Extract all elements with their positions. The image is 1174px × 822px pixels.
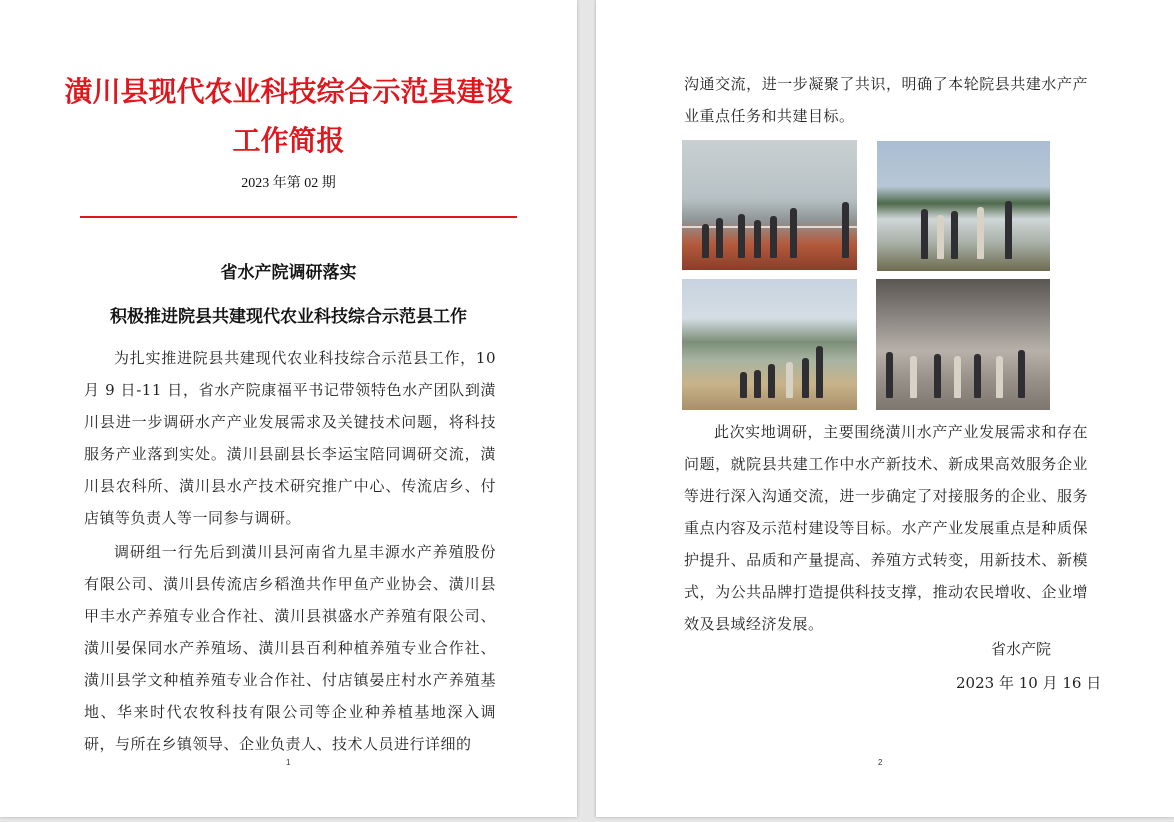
- photo-visit-walkway: [682, 140, 857, 270]
- photo-person: [977, 207, 984, 259]
- report-title-line-2: 工作简报: [232, 124, 345, 157]
- photo-person: [754, 220, 761, 258]
- photo-person: [934, 354, 941, 398]
- photo-person: [770, 216, 777, 258]
- page-1: [0, 0, 577, 817]
- signature-date: 2023 年 10 月 16 日: [956, 674, 1102, 692]
- photo-person: [802, 358, 809, 398]
- photo-visit-pond: [877, 141, 1050, 271]
- photo-person: [974, 354, 981, 398]
- photo-person: [740, 372, 747, 398]
- photo-person: [951, 211, 958, 259]
- photo-person: [754, 370, 761, 398]
- photo-person: [786, 362, 793, 398]
- paragraph-3: 沟通交流，进一步凝聚了共识，明确了本轮院县共建水产产业重点任务和共建目标。: [684, 75, 1088, 125]
- photo-visit-warehouse: [876, 279, 1050, 410]
- signature-organization: 省水产院: [991, 640, 1052, 658]
- paragraph-1: 为扎实推进院县共建现代农业科技综合示范县工作，10月 9 日-11 日，省水产院康福平书记带领特色水产团队到潢川县进一步调研水产产业发展需求及关键技术问题，将科技服务产业落到实处。潢川县副县长李运宝陪同调研交流，潢川县农科所、潢川县水产技术研究推广中心、传流店乡、付店镇等负责人等一同参与调研。: [84, 349, 496, 527]
- red-divider: [80, 216, 517, 218]
- photo-person: [790, 208, 797, 258]
- paragraph-2: 调研组一行先后到潢川县河南省九星丰源水产养殖股份有限公司、潢川县传流店乡稻渔共作甲鱼产业协会、潢川县甲丰水产养殖专业合作社、潢川县祺盛水产养殖有限公司、潢川晏保同水产养殖场、潢川县百利种植养殖专业合作社、潢川县学文种植养殖专业合作社、付店镇晏庄村水产养殖基地、华来时代农牧科技有限公司等企业种养植基地深入调研，与所在乡镇领导、企业负责人、技术人员进行详细的: [84, 543, 496, 753]
- photo-person: [768, 364, 775, 398]
- report-title-line-1: 潢川县现代农业科技综合示范县建设: [64, 75, 513, 108]
- paragraph-4: 此次实地调研，主要围绕潢川水产产业发展需求和存在问题，就院县共建工作中水产新技术、新成果高效服务企业等进行深入沟通交流，进一步确定了对接服务的企业、服务重点内容及示范村建设等目标。水产产业发展重点是种质保护提升、品质和产量提高、养殖方式转变，用新技术、新模式，为公共品牌打造提供科技支撑，推动农民增收、企业增效及县域经济发展。: [684, 423, 1088, 633]
- photo-person: [1005, 201, 1012, 259]
- article-heading-2: 积极推进院县共建现代农业科技综合示范县工作: [110, 307, 467, 327]
- page-number-1: 1: [286, 758, 291, 767]
- issue-number: 2023 年第 02 期: [241, 176, 336, 191]
- photo-person: [937, 215, 944, 259]
- page-number-2: 2: [878, 758, 883, 767]
- article-heading-1: 省水产院调研落实: [220, 263, 357, 283]
- photo-person: [886, 352, 893, 398]
- photo-person: [738, 214, 745, 258]
- photo-person: [716, 218, 723, 258]
- photo-person: [910, 356, 917, 398]
- photo-person: [921, 209, 928, 259]
- photo-visit-greenhouse: [682, 279, 857, 410]
- photo-person: [1018, 350, 1025, 398]
- page-2: [596, 0, 1174, 817]
- photo-person: [996, 356, 1003, 398]
- photo-person: [954, 356, 961, 398]
- photo-person: [816, 346, 823, 398]
- photo-person: [842, 202, 849, 258]
- photo-person: [702, 224, 709, 258]
